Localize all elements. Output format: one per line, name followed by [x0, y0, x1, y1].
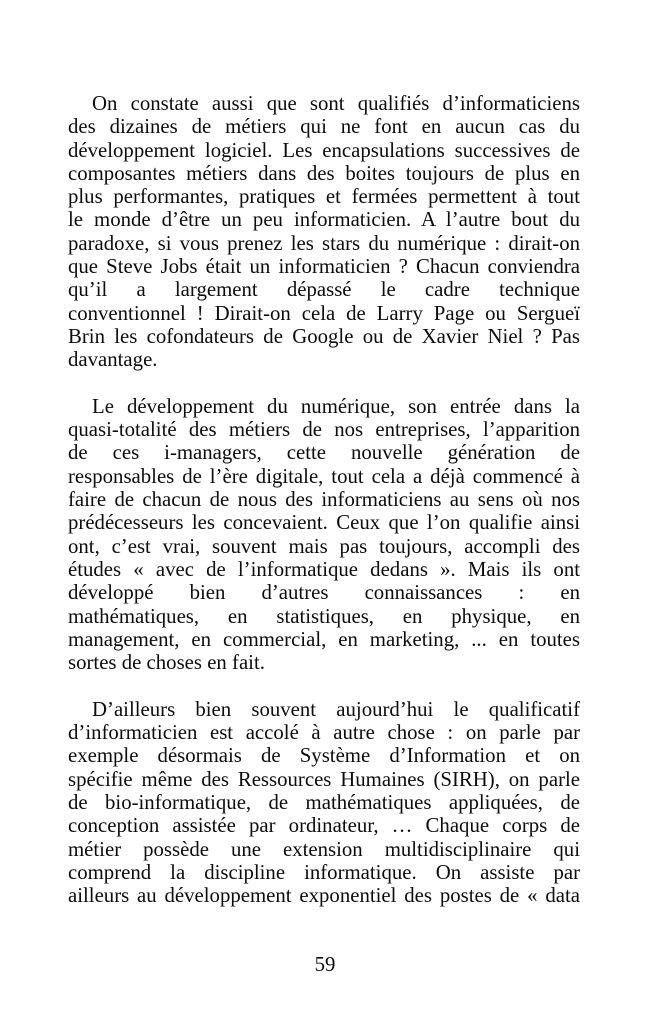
text-line: Brin les cofondateurs de Google ou de Xavier Niel ? Pas [68, 324, 580, 348]
text-line: qu’il a largement dépassé le cadre technique [68, 278, 580, 302]
text-line: paradoxe, si vous prenez les stars du numérique : dirait-on [68, 231, 580, 255]
text-line: de ces i-managers, cette nouvelle génération de [68, 441, 580, 465]
text-line: Le développement du numérique, son entrée dans la [92, 394, 580, 418]
text-line: des dizaines de métiers qui ne font en aucun cas du [68, 115, 580, 139]
text-line: ont, c’est vrai, souvent mais pas toujours, accompli des [68, 534, 580, 558]
text-line: sortes de choses en fait. [68, 651, 265, 675]
text-line: responsables de l’ère digitale, tout cela a déjà commencé à [68, 464, 580, 488]
text-line: management, en commercial, en marketing, ... en toutes [68, 627, 580, 651]
text-line: conventionnel ! Dirait-on cela de Larry Page ou Sergueï [68, 301, 580, 325]
text-line: On constate aussi que sont qualifiés d’informaticiens [92, 92, 580, 115]
text-line: études « avec de l’informatique dedans ». Mais ils ont [68, 557, 580, 581]
text-line: mathématiques, en statistiques, en physique, en [68, 604, 580, 628]
text-line: davantage. [68, 348, 158, 372]
text-line: faire de chacun de nous des informaticiens au sens où nos [68, 488, 580, 512]
text-line: d’informaticien est accolé à autre chose : on parle par [68, 721, 580, 745]
text-line: quasi-totalité des métiers de nos entreprises, l’apparition [68, 418, 580, 442]
text-line: de bio-informatique, de mathématiques appliquées, de [68, 790, 580, 814]
text-line: le monde d’être un peu informaticien. A l’autre bout du [68, 208, 580, 232]
page-number: 59 [314, 953, 336, 976]
text-line: métier possède une extension multidisciplinaire qui [68, 837, 580, 861]
paragraph [68, 92, 580, 372]
text-line: composantes métiers dans des boites toujours de plus en [68, 161, 580, 185]
text-line: plus performantes, pratiques et fermées permettent à tout [68, 185, 580, 209]
text-line: conception assistée par ordinateur, … Chaque corps de [68, 814, 580, 838]
paragraph [68, 395, 580, 675]
text-line: que Steve Jobs était un informaticien ? Chacun conviendra [68, 255, 580, 279]
text-line: exemple désormais de Système d’Information et on [68, 744, 580, 768]
text-line: spécifie même des Ressources Humaines (SIRH), on parle [68, 767, 580, 791]
text-line: D’ailleurs bien souvent aujourd’hui le qualificatif [92, 697, 580, 721]
text-line: prédécesseurs les concevaient. Ceux que l’on qualifie ainsi [68, 511, 580, 535]
paragraph [68, 698, 580, 908]
page-footer [0, 953, 650, 976]
text-line: développement logiciel. Les encapsulations successives de [68, 138, 580, 162]
text-block [68, 92, 580, 907]
text-line: développé bien d’autres connaissances : en [68, 581, 580, 605]
text-line: comprend la discipline informatique. On assiste par [68, 860, 580, 884]
text-line: ailleurs au développement exponentiel des postes de « data [68, 884, 580, 908]
